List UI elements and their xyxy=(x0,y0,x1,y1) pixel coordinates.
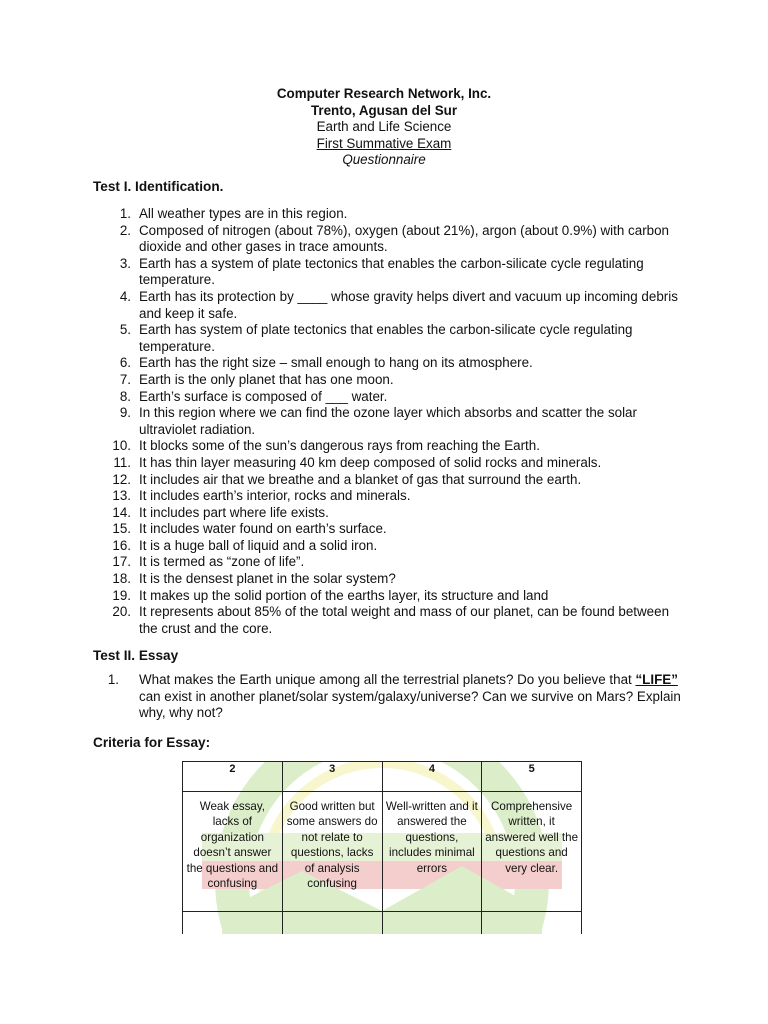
question-number: 1. xyxy=(119,206,131,221)
question-number: 14. xyxy=(112,504,131,520)
question-text: It includes air that we breathe and a blanket of gas that surround the earth. xyxy=(139,471,582,487)
question-item xyxy=(93,372,683,389)
question-number: 20. xyxy=(112,604,131,620)
question-item xyxy=(93,488,683,505)
question-number: 11. xyxy=(113,454,131,470)
question-text: All weather types are in this region. xyxy=(139,206,348,221)
essay-question-text xyxy=(93,672,683,722)
subject-title: Earth and Life Science xyxy=(316,119,452,134)
description-row xyxy=(183,792,582,912)
question-item xyxy=(93,455,683,472)
question-number: 10. xyxy=(112,438,131,454)
question-number: 9. xyxy=(119,405,131,421)
blank-row xyxy=(183,912,582,935)
essay-text-part: What makes the Earth unique among all the terrestrial planets? Do you believe that xyxy=(139,672,636,687)
question-text: It makes up the solid portion of the earths layer, its structure and land xyxy=(139,587,549,603)
question-text: It is the densest planet in the solar system? xyxy=(139,571,396,587)
question-item xyxy=(93,355,683,372)
question-item xyxy=(93,521,683,538)
criteria-description-cell: Comprehensive written, it answered well the questions and very clear. xyxy=(482,792,582,912)
question-item xyxy=(93,571,683,588)
question-text: It is a huge ball of liquid and a solid iron. xyxy=(139,537,378,553)
question-item xyxy=(93,223,683,256)
criteria-description-cell: Weak essay, lacks of organization doesn’t answer the questions and confusing xyxy=(183,792,283,912)
essay-text-part: can exist in another planet/solar system/galaxy/universe? Can we survive on Mars? Explain why, why not? xyxy=(139,688,681,721)
question-item xyxy=(93,588,683,605)
question-text: Earth has its protection by ____ whose gravity helps divert and vacuum up incoming debris and keep it safe. xyxy=(139,288,678,321)
question-item xyxy=(93,405,683,438)
question-text: Earth has a system of plate tectonics that enables the carbon-silicate cycle regulating temperature. xyxy=(139,255,644,288)
question-number: 15. xyxy=(112,521,131,537)
question-number: 16. xyxy=(112,537,131,553)
score-cell: 5 xyxy=(482,762,582,792)
question-number: 6. xyxy=(119,355,131,371)
question-text: It includes earth’s interior, rocks and minerals. xyxy=(139,488,411,504)
question-text: Earth has the right size – small enough to hang on its atmosphere. xyxy=(139,355,533,371)
question-item xyxy=(93,505,683,522)
essay-question xyxy=(93,672,683,722)
question-item xyxy=(93,206,683,223)
document-header xyxy=(0,86,768,169)
question-number: 3. xyxy=(119,255,131,271)
test2-heading: Test II. Essay xyxy=(93,648,179,663)
question-item xyxy=(93,389,683,406)
score-cell: 2 xyxy=(183,762,283,792)
essay-question-number: 1. xyxy=(107,672,119,687)
question-number: 17. xyxy=(112,554,131,570)
criteria-heading: Criteria for Essay: xyxy=(93,735,211,750)
criteria-description-cell: Well-written and it answered the questions, includes minimal errors xyxy=(382,792,482,912)
criteria-description-cell: Good written but some answers do not relate to questions, lacks of analysis confusing xyxy=(282,792,382,912)
question-text: It represents about 85% of the total weight and mass of our planet, can be found between the crust and the core. xyxy=(139,604,670,636)
question-number: 18. xyxy=(112,571,131,587)
blank-cell xyxy=(282,912,382,935)
question-number: 13. xyxy=(112,488,131,504)
question-text: It blocks some of the sun’s dangerous rays from reaching the Earth. xyxy=(139,438,540,454)
question-item xyxy=(93,538,683,555)
blank-cell xyxy=(482,912,582,935)
document-type: Questionnaire xyxy=(342,152,426,167)
question-text: Earth’s surface is composed of ___ water. xyxy=(139,388,388,404)
test1-heading: Test I. Identification. xyxy=(93,179,224,194)
question-item xyxy=(93,256,683,289)
question-item xyxy=(93,554,683,571)
question-item xyxy=(93,438,683,455)
question-number: 2. xyxy=(119,222,131,238)
essay-keyword: “LIFE” xyxy=(635,672,678,687)
question-text: Earth has system of plate tectonics that enables the carbon-silicate cycle regulating temperature. xyxy=(139,322,633,354)
question-number: 19. xyxy=(112,587,131,603)
question-number: 7. xyxy=(119,371,131,387)
blank-cell xyxy=(183,912,283,935)
question-text: It includes water found on earth’s surface. xyxy=(139,521,387,537)
question-number: 8. xyxy=(119,388,131,404)
question-text: It includes part where life exists. xyxy=(139,504,329,520)
question-text: It is termed as “zone of life”. xyxy=(139,554,305,570)
question-item xyxy=(93,289,683,322)
score-header-row xyxy=(183,762,582,792)
question-text: Earth is the only planet that has one moon. xyxy=(139,371,394,387)
question-item xyxy=(93,472,683,489)
blank-cell xyxy=(382,912,482,935)
exam-title: First Summative Exam xyxy=(316,135,452,151)
question-text: It has thin layer measuring 40 km deep composed of solid rocks and minerals. xyxy=(139,454,602,470)
company-location: Trento, Agusan del Sur xyxy=(310,102,458,118)
question-item xyxy=(93,322,683,355)
score-cell: 3 xyxy=(282,762,382,792)
company-name: Computer Research Network, Inc. xyxy=(276,86,492,101)
criteria-rubric xyxy=(182,761,582,934)
question-text: In this region where we can find the ozone layer which absorbs and scatter the solar ultraviolet radiation. xyxy=(139,405,637,437)
identification-list xyxy=(93,206,683,637)
question-number: 5. xyxy=(119,322,131,338)
question-text: Composed of nitrogen (about 78%), oxygen (about 21%), argon (about 0.9%) with carbon dioxide and other gases in trace amounts. xyxy=(139,222,669,255)
question-number: 12. xyxy=(112,471,131,487)
score-cell: 4 xyxy=(382,762,482,792)
question-item xyxy=(93,604,683,637)
question-number: 4. xyxy=(119,288,131,304)
criteria-table xyxy=(182,761,582,934)
